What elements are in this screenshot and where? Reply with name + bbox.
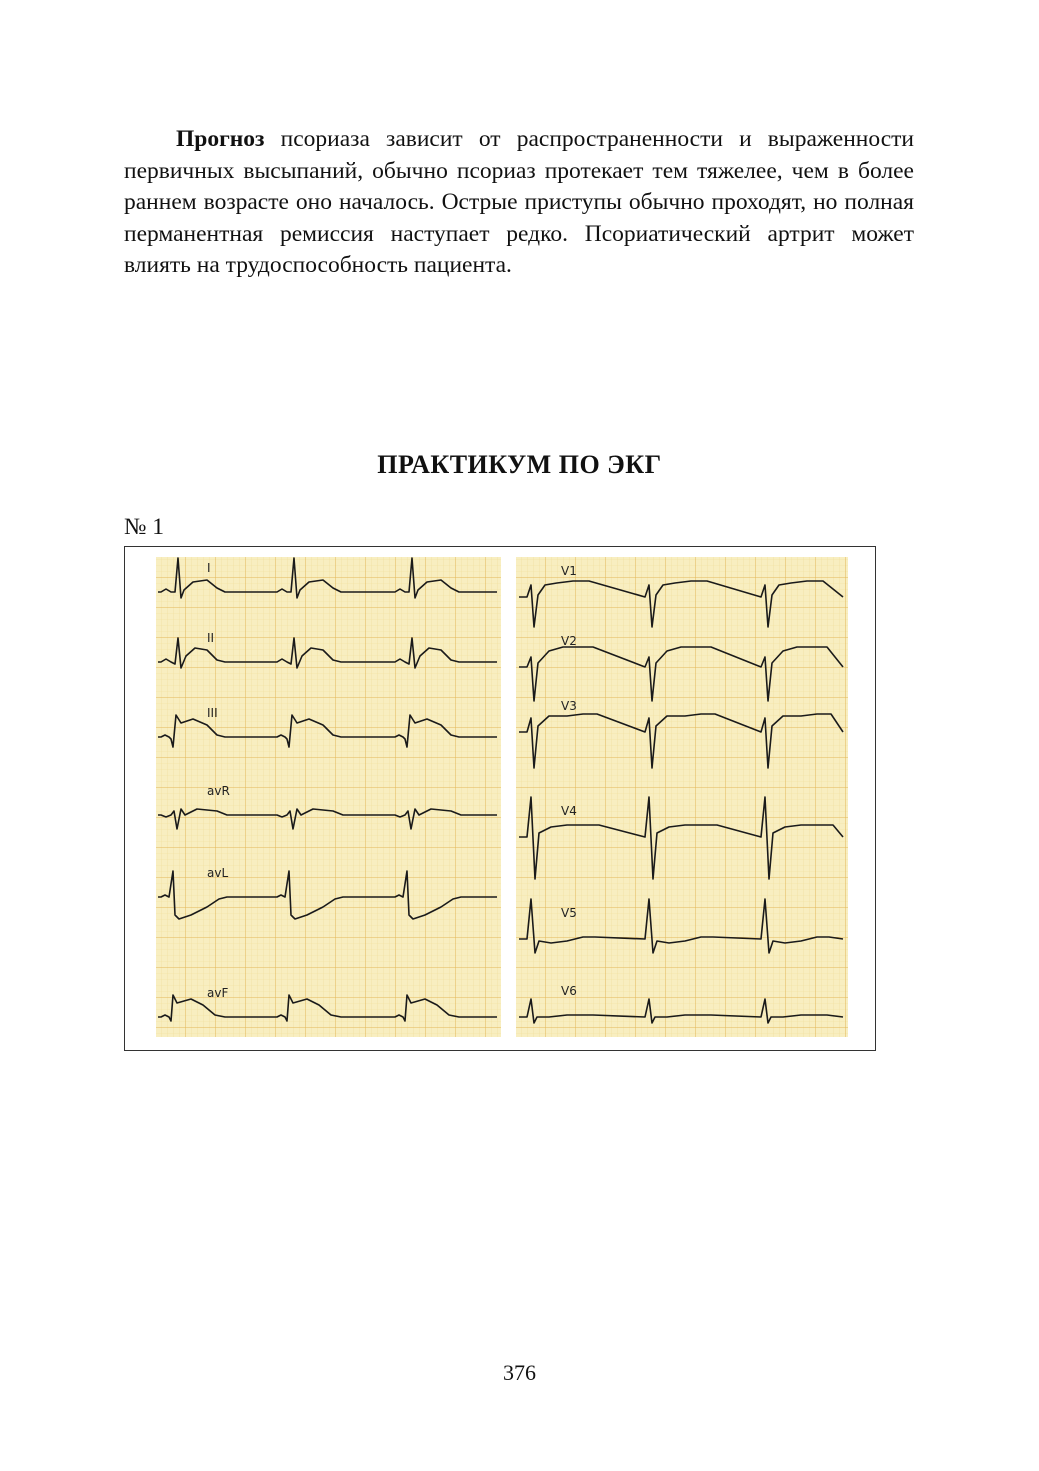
lead-label-v4: V4 xyxy=(561,804,577,818)
lead-label-avl: avL xyxy=(207,866,229,880)
section-heading: ПРАКТИКУМ ПО ЭКГ xyxy=(377,450,662,479)
page-number: 376 xyxy=(503,1360,536,1385)
figure-number: № 1 xyxy=(124,514,165,540)
chest-leads-panel xyxy=(516,557,848,1037)
lead-label-v6: V6 xyxy=(561,984,577,998)
ecg-figure xyxy=(124,546,876,1051)
prognosis-body-text: псориаза зависит от распространенности и выраженности первичных высыпаний, обычно псориаз протекает тем тяжелее, чем в более раннем возрасте оно началось. Острые приступы обычно проходят, но полная перманентная ремиссия наступает редко. Псориатический артрит может влиять на трудоспособность пациента. xyxy=(124,126,914,278)
lead-label-v2: V2 xyxy=(561,634,577,648)
lead-label-avr: avR xyxy=(207,784,230,798)
lead-label-ii: II xyxy=(207,631,215,645)
ecg-strips xyxy=(125,547,877,1052)
lead-label-i: I xyxy=(207,561,211,575)
lead-label-v3: V3 xyxy=(561,699,577,713)
prognosis-paragraph xyxy=(124,124,914,282)
lead-label-avf: avF xyxy=(207,986,229,1000)
lead-label-iii: III xyxy=(207,706,218,720)
lead-label-v1: V1 xyxy=(561,564,577,578)
lead-label-v5: V5 xyxy=(561,906,577,920)
chest-grid xyxy=(516,557,848,1037)
prognosis-lead-term: Прогноз xyxy=(176,126,265,152)
